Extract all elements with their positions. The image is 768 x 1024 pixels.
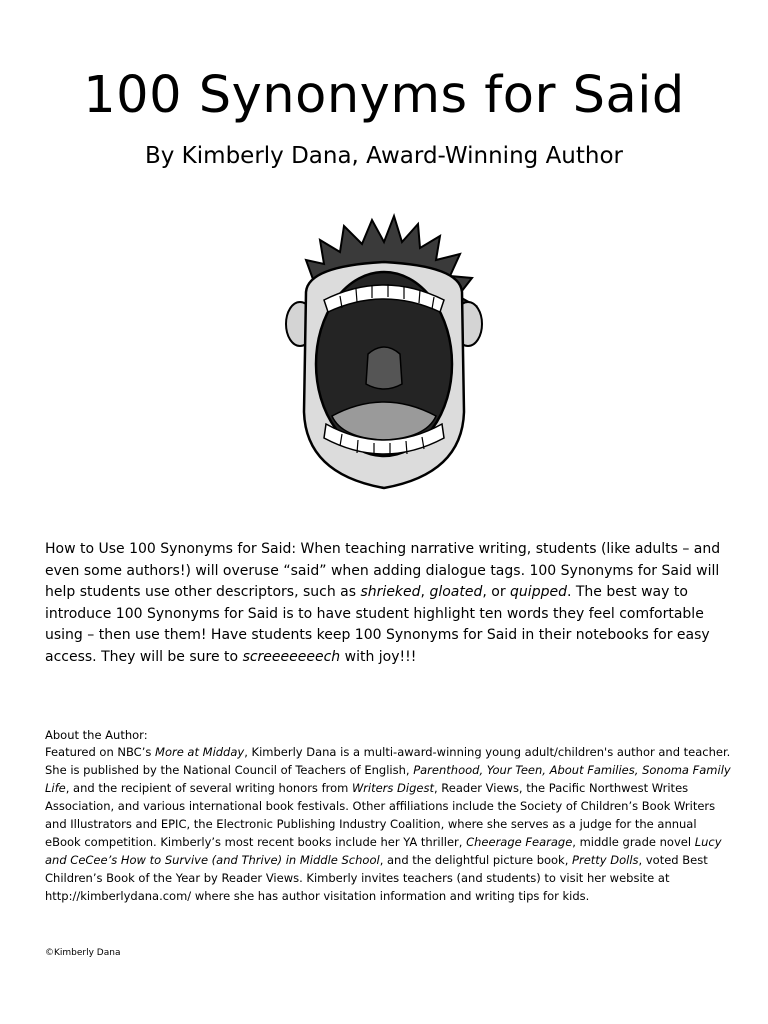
italic-text-run: quipped <box>510 584 567 601</box>
italic-text-run: shrieked <box>360 584 421 601</box>
open-mouth-face-icon <box>276 212 492 494</box>
text-run: , and the recipient of several writing honors from <box>65 781 352 795</box>
italic-text-run: Parenthood, Your Teen, About Families, Sonoma Family Life <box>45 763 731 795</box>
text-run: , and the delightful picture book, <box>379 853 573 867</box>
about-author-paragraph <box>45 743 735 905</box>
italic-text-run: Pretty Dolls <box>572 853 639 867</box>
text-run: , voted Best Children’s Book of the Year by Reader Views. Kimberly invites teachers (and students) to visit her website at http://kimberlydana.com/ where she has author visitation information and writing tips for kids. <box>45 853 708 903</box>
text-run: , or <box>482 584 511 601</box>
text-run: , Reader Views, the Pacific Northwest Writes Association, and various international book festivals. Other affiliations include the Society of Children’s Book Writers and Illustrators and EPIC, the Electronic Publishing Industry Coalition, where she serves as a judge for the annual eBook competition. Kimberly’s most recent books include her YA thriller, <box>45 781 716 849</box>
italic-text-run: gloated <box>429 584 483 601</box>
italic-text-run: screeeeeeech <box>242 648 341 665</box>
text-run: , middle grade novel <box>572 835 695 849</box>
italic-text-run: Lucy and CeCee’s How to Survive (and Thrive) in Middle School <box>45 835 722 867</box>
italic-text-run: Writers Digest <box>352 781 434 795</box>
about-author-heading: About the Author: <box>45 728 148 742</box>
author-byline: By Kimberly Dana, Award-Winning Author <box>144 143 623 169</box>
italic-text-run: More at Midday <box>155 745 245 759</box>
text-run: with joy!!! <box>340 648 417 665</box>
copyright-notice: ©Kimberly Dana <box>45 948 121 958</box>
text-run: . The best way to introduce 100 Synonyms for Said is to have student highlight ten words they feel comfortable using – then use them! Have students keep 100 Synonyms for Said in their notebooks for easy access. They will be sure to <box>45 584 710 665</box>
text-run: Featured on NBC’s <box>45 745 156 759</box>
text-run: How to Use 100 Synonyms for Said: When teaching narrative writing, students (like adults – and even some authors!) will overuse “said” when adding dialogue tags. 100 Synonyms for Said will help students use other descriptors, such as <box>45 541 721 601</box>
how-to-use-paragraph <box>45 539 735 669</box>
text-run: , Kimberly Dana is a multi-award-winning young adult/children's author and teacher. She is published by the National Council of Teachers of English, <box>45 745 731 777</box>
page-title: 100 Synonyms for Said <box>83 66 685 125</box>
italic-text-run: Cheerage Fearage <box>466 835 573 849</box>
text-run: , <box>420 584 430 601</box>
